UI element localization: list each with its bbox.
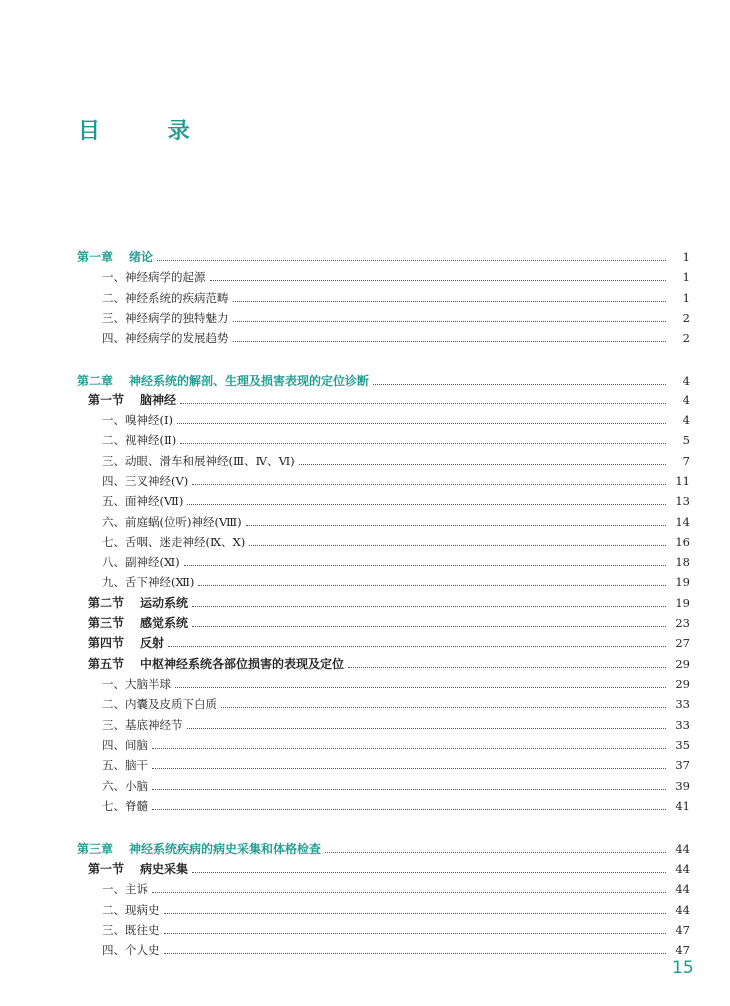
toc-entry-number: 第三章: [77, 842, 114, 856]
toc-item-entry[interactable]: [102, 285, 690, 305]
dot-leader: [180, 403, 666, 404]
toc-entry-page: 1: [682, 270, 690, 284]
dot-leader: [152, 789, 666, 790]
toc-entry-page: 44: [675, 903, 690, 917]
dot-leader: [187, 504, 666, 505]
toc-item-entry[interactable]: [102, 264, 690, 284]
dot-leader: [221, 707, 666, 708]
toc-item-entry[interactable]: [102, 732, 690, 752]
toc-item-entry[interactable]: [102, 691, 690, 711]
toc-entry-label: [102, 677, 173, 691]
toc-entry-label: [88, 862, 190, 876]
toc-entry-page: 47: [675, 923, 690, 937]
dot-leader: [152, 748, 666, 749]
toc-item-entry[interactable]: [102, 897, 690, 917]
toc-entry-label: [88, 596, 190, 610]
toc-item-entry[interactable]: [102, 448, 690, 468]
dot-leader: [233, 301, 667, 302]
toc-entry-label: [102, 575, 196, 589]
toc-entry-label: [102, 494, 185, 508]
toc-section-entry[interactable]: [88, 387, 690, 407]
dot-leader: [164, 933, 667, 934]
dot-leader: [168, 646, 666, 647]
toc-item-entry[interactable]: [102, 509, 690, 529]
toc-item-entry[interactable]: [102, 712, 690, 732]
toc-entry-label: [102, 291, 231, 305]
toc-section-entry[interactable]: [88, 856, 690, 876]
toc-entry-page: 7: [682, 454, 690, 468]
toc-entry-number: 第二章: [77, 374, 114, 388]
toc-entry-page: 14: [675, 515, 690, 529]
toc-entry-label: [102, 738, 150, 752]
toc-entry-text: 一、主诉: [102, 882, 148, 896]
toc-entry-label: [88, 636, 166, 650]
toc-chapter-entry[interactable]: [77, 244, 690, 264]
toc-entry-label: [88, 657, 346, 671]
toc-entry-text: 四、间脑: [102, 738, 148, 752]
toc-entry-label: [77, 842, 323, 856]
dot-leader: [175, 687, 666, 688]
toc-section-entry[interactable]: [88, 610, 690, 630]
dot-leader: [164, 913, 667, 914]
toc-entry-label: [102, 331, 231, 345]
toc-section-entry[interactable]: [88, 630, 690, 650]
toc-entry-text: 绪论: [129, 250, 154, 264]
toc-entry-page: 1: [682, 291, 690, 305]
toc-entry-label: [102, 718, 185, 732]
toc-entry-label: [102, 311, 231, 325]
toc-entry-page: 44: [675, 842, 690, 856]
toc-chapter-entry[interactable]: [77, 368, 690, 388]
toc-section-entry[interactable]: [88, 590, 690, 610]
toc-item-entry[interactable]: [102, 305, 690, 325]
dot-leader: [210, 280, 667, 281]
toc-entry-text: 五、脑干: [102, 758, 148, 772]
dot-leader: [164, 953, 667, 954]
toc-entry-page: 4: [682, 393, 690, 407]
toc-entry-number: 第一节: [88, 393, 125, 407]
toc-entry-text: 六、前庭蜗(位听)神经(Ⅷ): [102, 515, 242, 529]
dot-leader: [233, 321, 667, 322]
toc-entry-label: [102, 903, 162, 917]
toc-section-entry[interactable]: [88, 651, 690, 671]
toc-entry-text: 四、个人史: [102, 943, 160, 957]
toc-item-entry[interactable]: [102, 427, 690, 447]
toc-entry-page: 47: [675, 943, 690, 957]
toc-entry-text: 六、小脑: [102, 779, 148, 793]
toc-entry-text: 二、内囊及皮质下白质: [102, 697, 217, 711]
toc-entry-page: 13: [675, 494, 690, 508]
toc-entry-page: 19: [675, 596, 690, 610]
toc-item-entry[interactable]: [102, 773, 690, 793]
toc-entry-text: 一、嗅神经(Ⅰ): [102, 413, 174, 427]
toc-item-entry[interactable]: [102, 488, 690, 508]
toc-entry-text: 三、动眼、滑车和展神经(Ⅲ、Ⅳ、Ⅵ): [102, 454, 295, 468]
toc-entry-label: [102, 433, 178, 447]
toc-entry-number: 第二节: [88, 596, 125, 610]
toc-entry-label: [102, 799, 150, 813]
toc-item-entry[interactable]: [102, 752, 690, 772]
toc-entry-text: 神经系统的解剖、生理及损害表现的定位诊断: [129, 374, 370, 388]
toc-entry-number: 第五节: [88, 657, 125, 671]
toc-entry-text: 八、副神经(Ⅺ): [102, 555, 180, 569]
dot-leader: [198, 585, 666, 586]
toc-entry-label: [102, 474, 190, 488]
toc-item-entry[interactable]: [102, 671, 690, 691]
toc-entry-page: 16: [675, 535, 690, 549]
toc-entry-label: [77, 250, 155, 264]
page-title: 目 录: [78, 119, 220, 144]
toc-entry-label: [88, 616, 190, 630]
toc-entry-page: 2: [682, 331, 690, 345]
toc-entry-page: 37: [675, 758, 690, 772]
toc-entry-label: [102, 758, 150, 772]
toc-entry-text: 四、三叉神经(Ⅴ): [102, 474, 189, 488]
toc-entry-page: 33: [675, 697, 690, 711]
toc-entry-page: 1: [682, 250, 690, 264]
toc-entry-label: [88, 393, 178, 407]
toc-entry-page: 5: [682, 433, 690, 447]
dot-leader: [192, 626, 666, 627]
dot-leader: [152, 768, 666, 769]
toc-entry-text: 病史采集: [140, 862, 189, 876]
dot-leader: [152, 809, 666, 810]
toc-entry-label: [102, 943, 162, 957]
toc-item-entry[interactable]: [102, 325, 690, 345]
toc-entry-text: 二、神经系统的疾病范畴: [102, 291, 229, 305]
toc-entry-text: 二、现病史: [102, 903, 160, 917]
toc-item-entry[interactable]: [102, 407, 690, 427]
toc-entry-page: 44: [675, 862, 690, 876]
dot-leader: [152, 892, 666, 893]
toc-entry-page: 39: [675, 779, 690, 793]
dot-leader: [184, 565, 666, 566]
toc-entry-label: [102, 923, 162, 937]
dot-leader: [192, 606, 666, 607]
toc-item-entry[interactable]: [102, 917, 690, 937]
toc-item-entry[interactable]: [102, 529, 690, 549]
page-number: 15: [672, 958, 694, 978]
toc-entry-label: [77, 374, 371, 388]
toc-item-entry[interactable]: [102, 937, 690, 957]
toc-entry-text: 中枢神经系统各部位损害的表现及定位: [140, 657, 345, 671]
toc-entry-page: 2: [682, 311, 690, 325]
toc-entry-label: [102, 270, 208, 284]
toc-entry-text: 三、基底神经节: [102, 718, 183, 732]
toc-entry-text: 反射: [140, 636, 165, 650]
toc-entry-text: 神经系统疾病的病史采集和体格检查: [129, 842, 322, 856]
toc-chapter-entry[interactable]: [77, 836, 690, 856]
toc-entry-label: [102, 515, 244, 529]
dot-leader: [246, 525, 666, 526]
toc-entry-text: 三、既往史: [102, 923, 160, 937]
dot-leader: [192, 484, 666, 485]
toc-entry-number: 第一节: [88, 862, 125, 876]
toc-item-entry[interactable]: [102, 793, 690, 813]
toc-entry-text: 运动系统: [140, 596, 189, 610]
dot-leader: [192, 872, 666, 873]
dot-leader: [177, 423, 666, 424]
toc-entry-text: 脑神经: [140, 393, 177, 407]
toc-entry-label: [102, 413, 175, 427]
toc-entry-number: 第三节: [88, 616, 125, 630]
dot-leader: [233, 341, 667, 342]
toc-entry-page: 29: [675, 657, 690, 671]
toc-item-entry[interactable]: [102, 569, 690, 589]
dot-leader: [180, 443, 666, 444]
toc-entry-text: 七、脊髓: [102, 799, 148, 813]
dot-leader: [373, 384, 666, 385]
toc-entry-text: 四、神经病学的发展趋势: [102, 331, 229, 345]
toc-entry-label: [102, 555, 182, 569]
toc-entry-page: 27: [675, 636, 690, 650]
toc-entry-page: 44: [675, 882, 690, 896]
toc-entry-text: 九、舌下神经(Ⅻ): [102, 575, 195, 589]
dot-leader: [187, 728, 667, 729]
toc-entry-label: [102, 697, 219, 711]
toc-entry-text: 感觉系统: [140, 616, 189, 630]
toc-entry-text: 一、神经病学的起源: [102, 270, 206, 284]
toc-entry-text: 二、视神经(Ⅱ): [102, 433, 177, 447]
toc-entry-text: 七、舌咽、迷走神经(Ⅸ、Ⅹ): [102, 535, 246, 549]
toc-entry-page: 23: [675, 616, 690, 630]
toc-entry-text: 三、神经病学的独特魅力: [102, 311, 229, 325]
dot-leader: [249, 545, 666, 546]
toc-entry-page: 33: [675, 718, 690, 732]
dot-leader: [157, 260, 666, 261]
dot-leader: [348, 667, 666, 668]
toc-entry-label: [102, 779, 150, 793]
toc-entry-label: [102, 454, 297, 468]
toc-entry-number: 第四节: [88, 636, 125, 650]
dot-leader: [325, 852, 666, 853]
toc-entry-number: 第一章: [77, 250, 114, 264]
toc-entry-label: [102, 535, 247, 549]
toc-item-entry[interactable]: [102, 549, 690, 569]
toc-entry-page: 19: [675, 575, 690, 589]
toc-entry-page: 41: [675, 799, 690, 813]
dot-leader: [299, 464, 666, 465]
toc-item-entry[interactable]: [102, 468, 690, 488]
toc-entry-text: 一、大脑半球: [102, 677, 171, 691]
toc-entry-page: 11: [675, 474, 690, 488]
toc-entry-page: 29: [675, 677, 690, 691]
toc-item-entry[interactable]: [102, 876, 690, 896]
toc-entry-page: 4: [682, 374, 690, 388]
toc-entry-page: 18: [675, 555, 690, 569]
toc-entry-page: 35: [675, 738, 690, 752]
toc-entry-page: 4: [682, 413, 690, 427]
toc-entry-text: 五、面神经(Ⅶ): [102, 494, 184, 508]
toc-entry-label: [102, 882, 150, 896]
